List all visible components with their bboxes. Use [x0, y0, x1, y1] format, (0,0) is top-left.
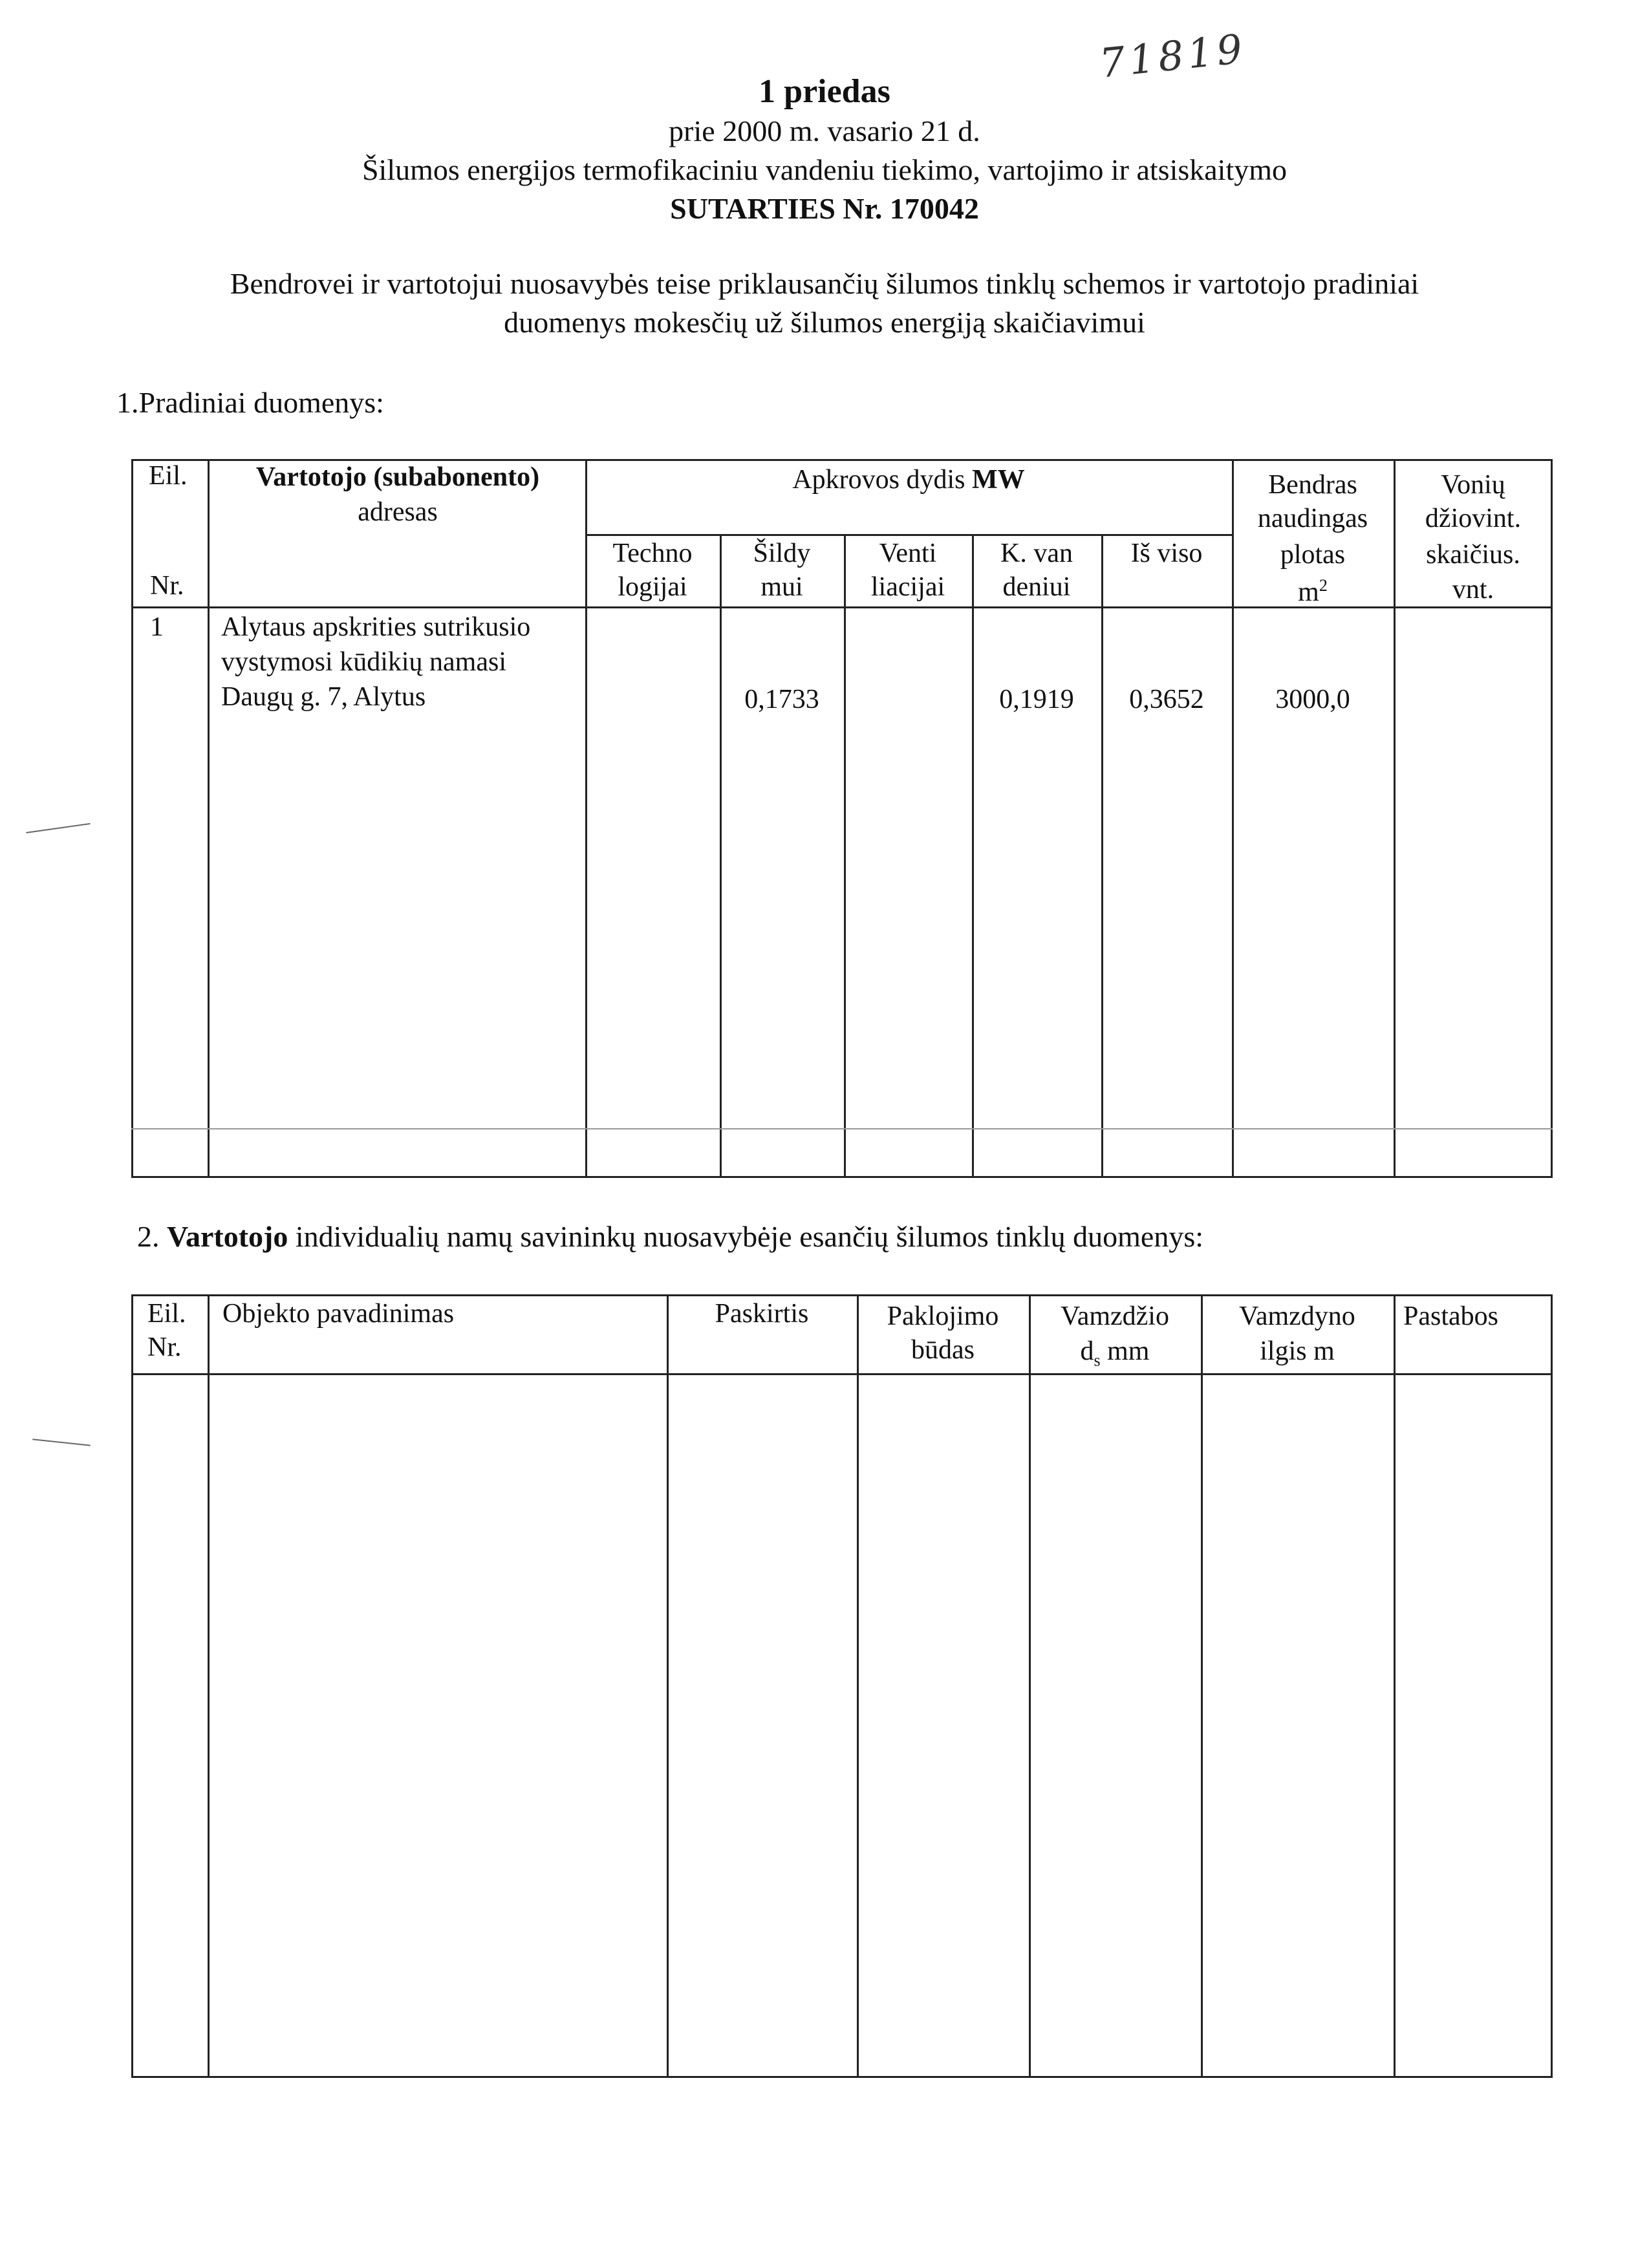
t1-header-load: [585, 463, 1232, 497]
t1-header-baths-2: džiovint.: [1425, 504, 1522, 533]
t1-header-ventilation-2: liacijai: [870, 572, 945, 602]
t1-header-load-unit: MW: [972, 465, 1025, 495]
intro-line-2: duomenys mokesčių už šilumos energiją skaičiavimui: [504, 306, 1145, 339]
t2-header-object: Objekto pavadinimas: [222, 1299, 455, 1329]
t1-header-area-sup: 2: [1319, 576, 1328, 595]
t1-header-area-3: plotas: [1280, 540, 1346, 570]
t1-header-load-label: Apkrovos dydis: [792, 465, 965, 495]
t1-header-consumer: Vartotojo (subabonento): [255, 462, 540, 492]
t2-header-length-1: Vamzdyno: [1239, 1301, 1355, 1331]
t2-header-purpose: Paskirtis: [715, 1299, 809, 1329]
t1-header-techno-1: Techno: [612, 539, 693, 568]
t1-row-total: 0,3652: [1129, 685, 1204, 714]
t2-header-nr: Nr.: [147, 1332, 182, 1362]
annex-title: 1 priedas: [759, 73, 890, 110]
scan-mark: [26, 823, 90, 833]
t1-row-area: 3000,0: [1275, 685, 1350, 714]
t1-row-address-1: Alytaus apskrities sutrikusio: [221, 612, 531, 642]
scan-mark: [32, 1439, 91, 1446]
t1-header-nr: Nr.: [150, 571, 184, 601]
t1-header-hotwater-1: K. van: [1000, 539, 1073, 568]
t1-header-heating-1: Šildy: [753, 539, 811, 568]
section2-heading-num: 2.: [137, 1220, 160, 1253]
t1-header-eil: Eil.: [149, 461, 188, 491]
intro-line-1: Bendrovei ir vartotojui nuosavybės teise priklausančių šilumos tinklų schemos ir vartotojo pradiniai: [230, 267, 1419, 300]
t2-header-pipe-mm: mm: [1107, 1336, 1150, 1366]
t2-header-pipe-d: d: [1080, 1336, 1094, 1366]
t2-header-laying-2: būdas: [911, 1335, 975, 1365]
heat-network-table: [131, 1294, 1553, 2078]
t1-header-baths-3: skaičius.: [1426, 540, 1520, 570]
t2-header-length-2: ilgis m: [1260, 1336, 1335, 1366]
contract-description: Šilumos energijos termofikaciniu vandeniu tiekimo, vartojimo ir atsiskaitymo: [361, 153, 1288, 186]
t2-header-pipe-1: Vamzdžio: [1061, 1301, 1169, 1331]
t1-header-hotwater-2: deniui: [1002, 572, 1071, 602]
section2-heading: [137, 1219, 1203, 1254]
t1-row-hotwater: 0,1919: [999, 685, 1074, 714]
t1-header-ventilation-1: Venti: [879, 539, 937, 568]
section2-heading-rest: individualių namų savininkų nuosavybėje esančių šilumos tinklų duomenys:: [295, 1220, 1203, 1253]
t1-header-area-1: Bendras: [1268, 470, 1357, 500]
t1-header-area-2: naudingas: [1257, 504, 1368, 533]
t2-header-laying-1: Paklojimo: [887, 1301, 999, 1331]
t1-header-area-4: [1232, 569, 1394, 609]
t2-header-pipe-2: [1029, 1334, 1201, 1377]
t1-header-baths-4: vnt.: [1452, 575, 1494, 604]
t1-header-heating-2: mui: [760, 572, 803, 602]
t1-header-techno-2: logijai: [618, 572, 687, 602]
t1-header-address: adresas: [358, 497, 438, 527]
t2-header-pipe-sub: s: [1094, 1351, 1101, 1370]
t1-row-nr: 1: [150, 612, 164, 642]
t2-header-eil: Eil.: [147, 1299, 186, 1329]
t1-row-address-2: vystymosi kūdikių namasi: [221, 647, 506, 677]
handwritten-number: 71819: [1097, 25, 1249, 87]
t1-header-area-unit: m: [1298, 577, 1319, 607]
contract-number: SUTARTIES Nr. 170042: [670, 192, 979, 225]
t2-header-notes: Pastabos: [1403, 1301, 1498, 1331]
section1-heading: 1.Pradiniai duomenys:: [116, 386, 384, 419]
section2-heading-bold: Vartotojo: [167, 1220, 288, 1253]
t1-row-address-3: Daugų g. 7, Alytus: [221, 682, 426, 712]
t1-header-baths-1: Vonių: [1441, 470, 1505, 500]
annex-date-line: prie 2000 m. vasario 21 d.: [669, 114, 980, 147]
t1-row-heating: 0,1733: [744, 685, 819, 714]
t1-header-total: Iš viso: [1130, 539, 1203, 568]
